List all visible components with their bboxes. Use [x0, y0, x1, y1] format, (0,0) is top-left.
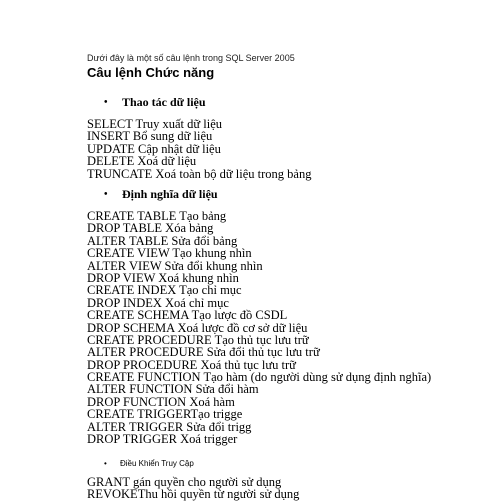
bullet-icon: •	[104, 189, 108, 200]
command-item: CREATE FUNCTION Tạo hàm (do người dùng sử dụng định nghĩa)	[87, 370, 432, 385]
command-item: CREATE TRIGGERTạo trigge	[87, 407, 243, 422]
section-heading-data-manipulation	[104, 95, 206, 110]
command-item: REVOKEThu hồi quyền từ người sử dụng	[87, 487, 300, 501]
section-heading-access-control	[104, 459, 194, 468]
command-item: GRANT gán quyền cho người sử dụng	[87, 475, 282, 489]
command-item: DROP FUNCTION Xoá hàm	[87, 394, 235, 409]
command-item: CREATE SCHEMA Tạo lược đồ CSDL	[87, 308, 288, 323]
command-item: ALTER VIEW Sửa đổi khung nhìn	[87, 258, 263, 273]
command-item: CREATE TABLE Tạo bảng	[87, 209, 227, 223]
section-title: Điều Khiển Truy Cập	[120, 459, 194, 468]
command-item: ALTER TRIGGER Sửa đổi trigg	[87, 419, 252, 434]
section-title: Định nghĩa dữ liệu	[122, 187, 218, 201]
command-item: TRUNCATE Xoá toàn bộ dữ liệu trong bảng	[87, 166, 312, 181]
command-item: CREATE VIEW Tạo khung nhìn	[87, 246, 252, 261]
command-item: DROP VIEW Xoá khung nhìn	[87, 270, 239, 285]
command-item: ALTER FUNCTION Sửa đổi hàm	[87, 382, 259, 397]
command-item: DROP TABLE Xóa bảng	[87, 221, 214, 236]
command-item: ALTER TABLE Sửa đổi bảng	[87, 233, 238, 248]
section-title: Thao tác dữ liệu	[122, 95, 206, 109]
bullet-icon: •	[104, 97, 108, 108]
command-item: ALTER PROCEDURE Sửa đổi thủ tục lưu trữ	[87, 345, 320, 360]
command-item: DROP INDEX Xoá chỉ mục	[87, 295, 229, 310]
command-list-data-definition	[87, 210, 431, 445]
command-item: DELETE Xoá dữ liệu	[87, 154, 197, 169]
bullet-icon: •	[104, 459, 107, 468]
command-item: DROP TRIGGER Xoá trigger	[87, 432, 238, 447]
command-item: CREATE PROCEDURE Tạo thủ tục lưu trữ	[87, 332, 309, 347]
command-list-data-manipulation	[87, 118, 311, 180]
intro-text: Dưới đây là một số câu lệnh trong SQL Server 2005	[87, 53, 295, 63]
column-heading: Câu lệnh Chức năng	[87, 65, 215, 80]
command-item: DROP SCHEMA Xoá lược đồ cơ sở dữ liệu	[87, 320, 308, 335]
command-item: SELECT Truy xuất dữ liệu	[87, 117, 223, 131]
command-item: INSERT Bổ sung dữ liệu	[87, 129, 213, 144]
section-heading-data-definition	[104, 187, 218, 202]
command-list-access-control	[87, 476, 299, 501]
command-item: CREATE INDEX Tạo chỉ mục	[87, 283, 242, 298]
command-item: DROP PROCEDURE Xoá thủ tục lưu trữ	[87, 357, 296, 372]
command-item: UPDATE Cập nhật dữ liệu	[87, 141, 221, 156]
